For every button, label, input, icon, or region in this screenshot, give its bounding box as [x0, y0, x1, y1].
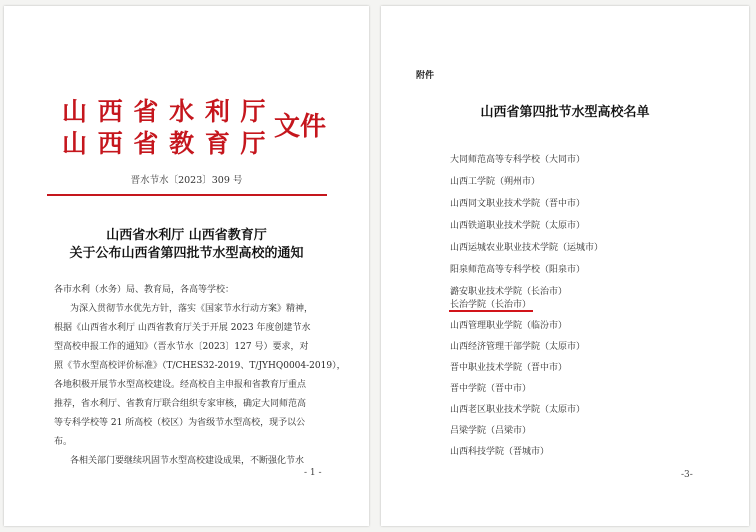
list-title: 山西省第四批节水型高校名单 [480, 105, 650, 120]
list-item: 山西工学院（朔州市） [450, 177, 541, 187]
document-page-1 [4, 6, 369, 526]
list-item: 晋中学院（晋中市） [450, 384, 532, 394]
body-line: 等专科学校等 21 所高校（校区）为省级节水型高校，现予以公 [54, 418, 306, 428]
body-line: 照《节水型高校评价标准》（T/CHES32-2019、T/JYHQ0004-2019）， [54, 361, 346, 371]
doc-type-label: 文件 [274, 112, 327, 142]
notice-title-line-2: 关于公布山西省第四批节水型高校的通知 [69, 246, 304, 261]
body-line: 各地积极开展节水型高校建设。经高校自主申报和省教育厅重点 [54, 380, 307, 390]
document-page-3 [381, 6, 749, 526]
list-item: 山西同文职业技术学院（晋中市） [450, 199, 586, 209]
issuer-line-2: 山 西 省 教 育 厅 [62, 129, 267, 158]
list-item: 山西铁道职业技术学院（太原市） [450, 221, 586, 231]
list-item: 大同师范高等专科学校（大同市） [450, 155, 586, 165]
page-number: - 1 - [304, 468, 322, 478]
salutation: 各市水利（水务）局、教育局，各高等学校： [54, 285, 235, 295]
body-line: 各相关部门要继续巩固节水型高校建设成果，不断强化节水 [70, 456, 305, 466]
list-item: 潞安职业技术学院（长治市） [450, 287, 568, 297]
list-item: 山西管理职业学院（临汾市） [450, 321, 568, 331]
list-item: 阳泉师范高等专科学校（阳泉市） [450, 265, 586, 275]
list-item: 山西经济管理干部学院（太原市） [450, 342, 586, 352]
list-item: 山西运城农业职业技术学院（运城市） [450, 243, 604, 253]
page-number: -3- [681, 470, 693, 480]
list-item: 晋中职业技术学院（晋中市） [450, 363, 568, 373]
list-item: 山西老区职业技术学院（太原市） [450, 405, 586, 415]
red-underline-highlight [449, 310, 533, 312]
body-line: 型高校申报工作的通知》（晋水节水〔2023〕127 号）要求，对 [54, 342, 309, 352]
issuer-line-1: 山 西 省 水 利 厅 [62, 97, 267, 126]
doc-number: 晋水节水〔2023〕309 号 [130, 175, 243, 186]
list-item-highlighted: 长治学院（长治市） [450, 300, 532, 310]
list-item: 吕梁学院（吕梁市） [450, 426, 532, 436]
body-line: 推荐，省水利厅、省教育厅联合组织专家审核，确定大同师范高 [54, 399, 307, 409]
body-line: 布。 [54, 437, 73, 447]
body-line: 为深入贯彻节水优先方针，落实《国家节水行动方案》精神， [70, 304, 314, 314]
body-line: 根据《山西省水利厅 山西省教育厅关于开展 2023 年度创建节水 [54, 323, 311, 333]
red-divider [47, 194, 327, 196]
attachment-label: 附件 [416, 71, 435, 81]
notice-title-line-1: 山西省水利厅 山西省教育厅 [106, 228, 267, 243]
list-item: 山西科技学院（晋城市） [450, 447, 550, 457]
